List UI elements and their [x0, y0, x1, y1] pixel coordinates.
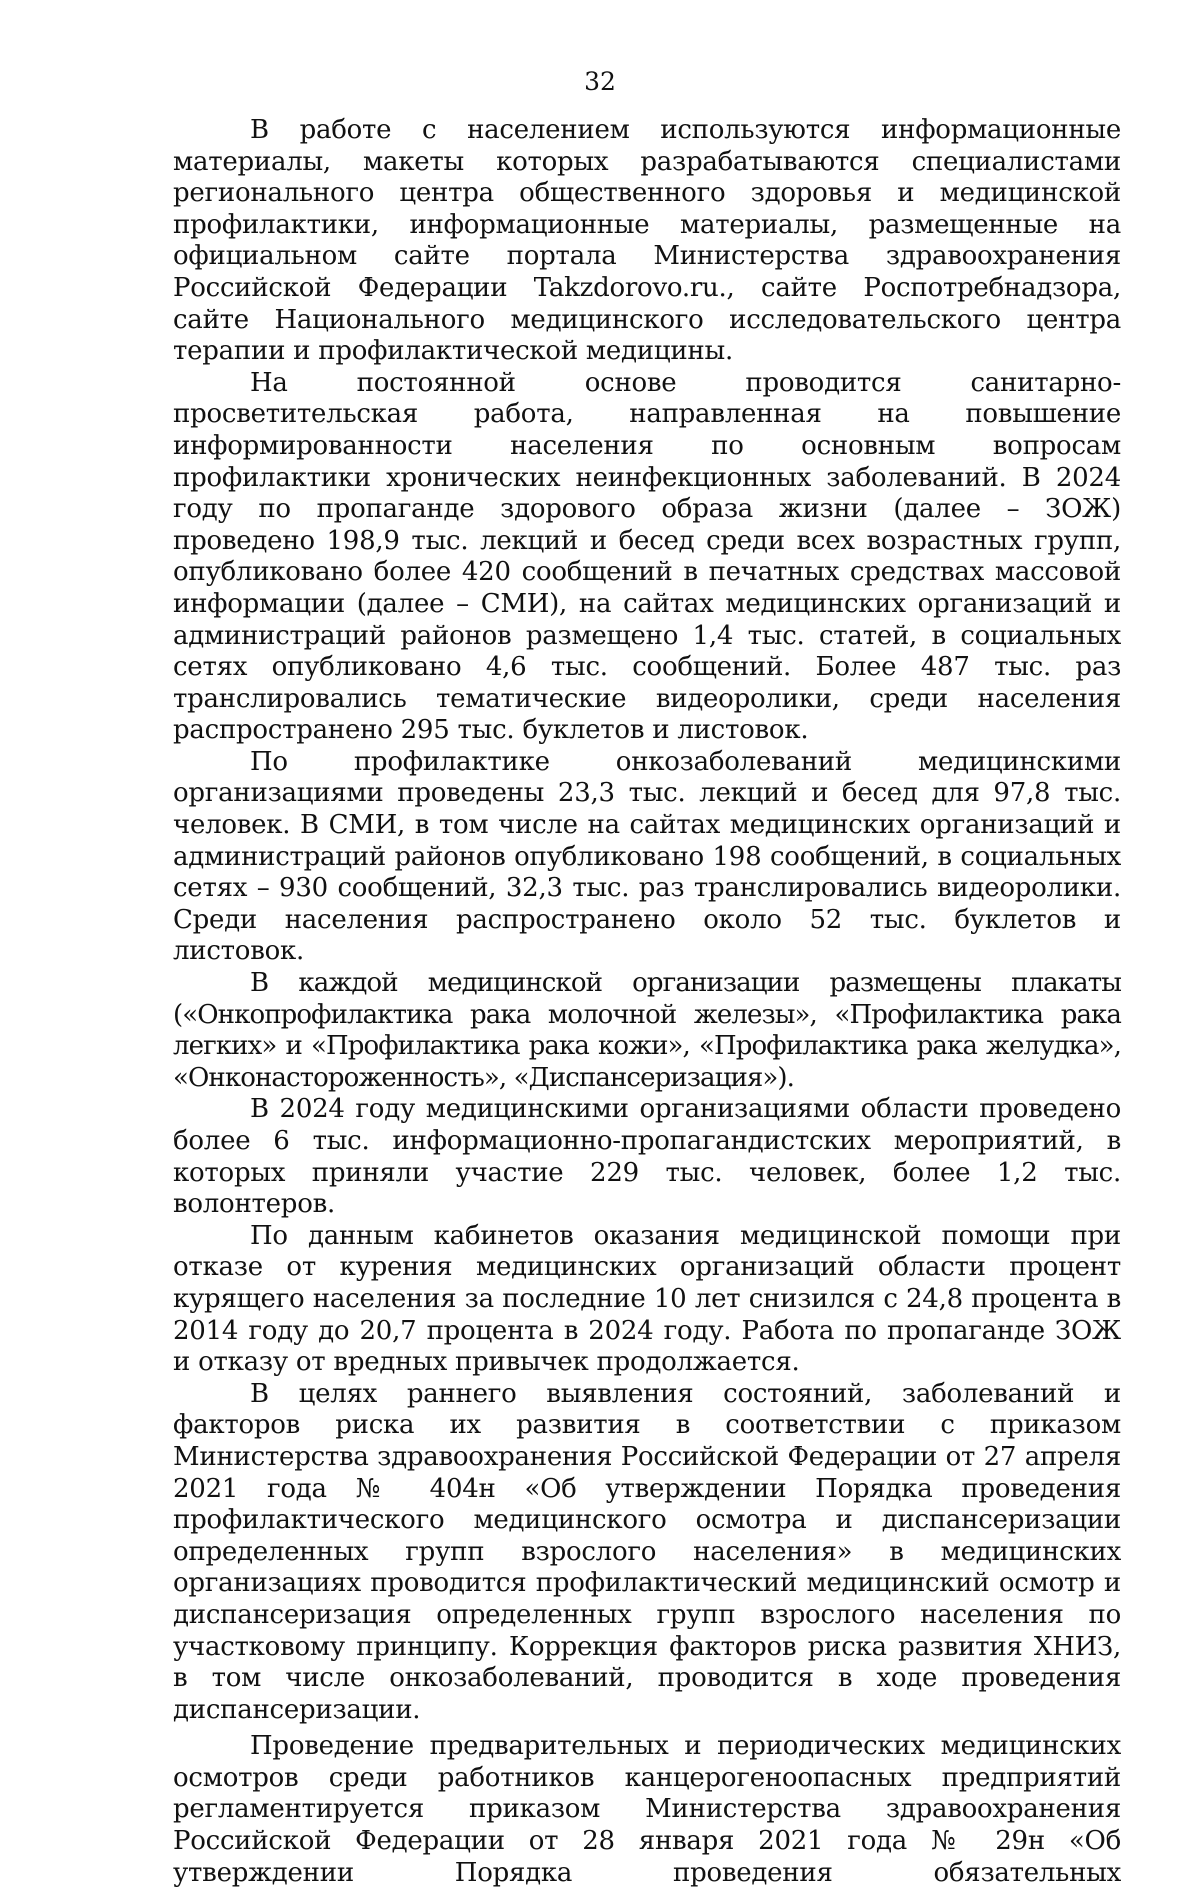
paragraph-sanitary-education: На постоянной основе проводится санитарно-просветительская работа, направленная на повышение информированности населения по основным вопросам профилактики хронических неинфекционных заболеваний. В 2024 году по пропаганде здорового образа жизни (далее – ЗОЖ) проведено 198,9 тыс. лекций и бесед среди всех возрастных групп, опубликовано более 420 сообщений в печатных средствах массовой информации (далее – СМИ), на сайтах медицинских организаций и администраций районов размещено 1,4 тыс. статей, в социальных сетях опубликовано 4,6 тыс. сообщений. Более 487 тыс. раз транслировались тематические видеоролики, среди населения распространено 295 тыс. буклетов и листовок.	[173, 367, 1121, 746]
paragraph-cancer-prevention: По профилактике онкозаболеваний медицинскими организациями проведены 23,3 тыс. лекций и бесед для 97,8 тыс. человек. В СМИ, в том числе на сайтах медицинских организаций и администраций районов опубликовано 198 сообщений, в социальных сетях – 930 сообщений, 32,3 тыс. раз транслировались видеоролики. Среди населения распространено около 52 тыс. буклетов и листовок.	[173, 746, 1121, 967]
paragraph-smoking-statistics: По данным кабинетов оказания медицинской помощи при отказе от курения медицинских организаций области процент курящего населения за последние 10 лет снизился с 24,8 процента в 2014 году до 20,7 процента в 2024 году. Работа по пропаганде ЗОЖ и отказу от вредных привычек продолжается.	[173, 1220, 1121, 1378]
page-number: 32	[584, 67, 616, 96]
paragraph-information-materials: В работе с населением используются информационные материалы, макеты которых разрабатываются специалистами регионального центра общественного здоровья и медицинской профилактики, информационные материалы, размещенные на официальном сайте портала Министерства здравоохранения Российской Федерации Takzdorovo.ru., сайте Роспотребнадзора, сайте Национального медицинского исследовательского центра терапии и профилактической медицины.	[173, 115, 1121, 367]
paragraph-medical-examinations: Проведение предварительных и периодических медицинских осмотров среди работников канцерогеноопасных предприятий регламентируется приказом Министерства здравоохранения Российской Федерации от 28 января 2021 года № 29н «Об утверждении Порядка проведения обязательных	[173, 1731, 1121, 1888]
document-body	[173, 115, 1121, 1889]
paragraph-events-2024: В 2024 году медицинскими организациями области проведено более 6 тыс. информационно-пропагандистских мероприятий, в которых приняли участие 229 тыс. человек, более 1,2 тыс. волонтеров.	[173, 1094, 1121, 1220]
paragraph-posters: В каждой медицинской организации размещены плакаты («Онкопрофилактика рака молочной железы», «Профилактика рака легких» и «Профилактика рака кожи», «Профилактика рака желудка», «Онконастороженность», «Диспансеризация»).	[173, 968, 1121, 1093]
paragraph-early-detection: В целях раннего выявления состояний, заболеваний и факторов риска их развития в соответствии с приказом Министерства здравоохранения Российской Федерации от 27 апреля 2021 года № 404н «Об утверждении Порядка проведения профилактического медицинского осмотра и диспансеризации определенных групп взрослого населения» в медицинских организациях проводится профилактический медицинский осмотр и диспансеризация определенных групп взрослого населения по участковому принципу. Коррекция факторов риска развития ХНИЗ, в том числе онкозаболеваний, проводится в ходе проведения диспансеризации.	[173, 1378, 1121, 1725]
